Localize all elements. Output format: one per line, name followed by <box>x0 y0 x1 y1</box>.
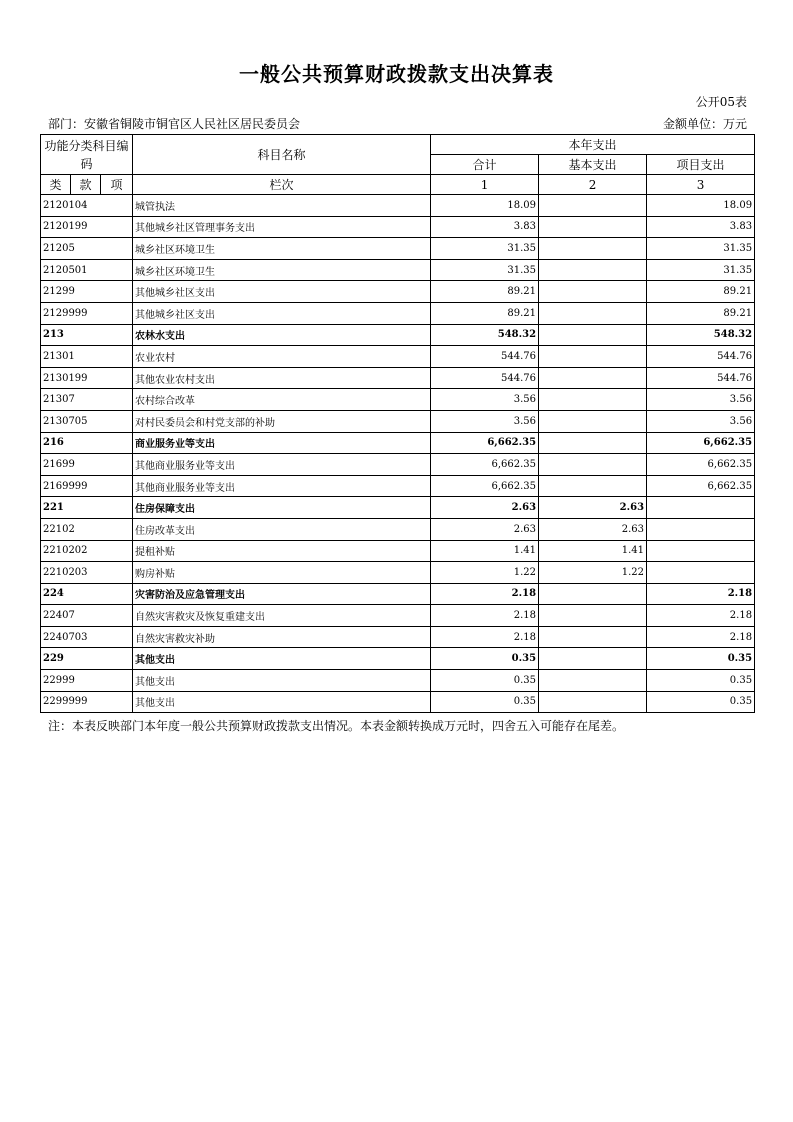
cell-subject-name: 其他城乡社区支出 <box>133 281 431 303</box>
table-row <box>41 346 755 368</box>
cell-total: 6,662.35 <box>431 454 539 476</box>
header-column-no: 栏次 <box>133 175 431 195</box>
cell-project: 6,662.35 <box>647 454 755 476</box>
cell-total: 18.09 <box>431 195 539 217</box>
cell-total: 6,662.35 <box>431 432 539 454</box>
table-row <box>41 540 755 562</box>
header-xiang: 项 <box>101 175 133 195</box>
cell-basic <box>539 281 647 303</box>
cell-project <box>647 562 755 584</box>
cell-basic: 1.41 <box>539 540 647 562</box>
cell-subject-name: 城乡社区环境卫生 <box>133 259 431 281</box>
header-col-3: 3 <box>647 175 755 195</box>
cell-subject-name: 灾害防治及应急管理支出 <box>133 583 431 605</box>
cell-code: 22102 <box>41 518 133 540</box>
department-label: 部门：安徽省铜陵市铜官区人民社区居民委员会 <box>48 117 301 131</box>
cell-basic <box>539 216 647 238</box>
cell-basic <box>539 389 647 411</box>
cell-total: 2.18 <box>431 605 539 627</box>
cell-subject-name: 农村综合改革 <box>133 389 431 411</box>
cell-subject-name: 农业农村 <box>133 346 431 368</box>
cell-subject-name: 商业服务业等支出 <box>133 432 431 454</box>
cell-basic <box>539 605 647 627</box>
cell-code: 221 <box>41 497 133 519</box>
cell-project: 31.35 <box>647 259 755 281</box>
cell-project: 3.56 <box>647 389 755 411</box>
cell-code: 2240703 <box>41 626 133 648</box>
cell-basic <box>539 324 647 346</box>
table-row <box>41 497 755 519</box>
header-col-2: 2 <box>539 175 647 195</box>
table-row <box>41 216 755 238</box>
cell-total: 89.21 <box>431 281 539 303</box>
cell-basic: 1.22 <box>539 562 647 584</box>
cell-project: 18.09 <box>647 195 755 217</box>
cell-basic <box>539 238 647 260</box>
cell-subject-name: 城管执法 <box>133 195 431 217</box>
cell-total: 31.35 <box>431 238 539 260</box>
cell-subject-name: 购房补贴 <box>133 562 431 584</box>
cell-code: 224 <box>41 583 133 605</box>
table-row <box>41 302 755 324</box>
cell-code: 2120104 <box>41 195 133 217</box>
cell-total: 3.83 <box>431 216 539 238</box>
cell-total: 31.35 <box>431 259 539 281</box>
cell-project: 2.18 <box>647 583 755 605</box>
cell-code: 2129999 <box>41 302 133 324</box>
cell-project: 0.35 <box>647 670 755 692</box>
cell-project: 544.76 <box>647 346 755 368</box>
table-row <box>41 475 755 497</box>
table-row <box>41 626 755 648</box>
cell-basic <box>539 691 647 713</box>
cell-basic <box>539 302 647 324</box>
cell-project: 0.35 <box>647 648 755 670</box>
table-row <box>41 324 755 346</box>
table-row <box>41 670 755 692</box>
cell-total: 2.18 <box>431 626 539 648</box>
header-lei: 类 <box>41 175 71 195</box>
cell-total: 544.76 <box>431 367 539 389</box>
cell-basic <box>539 432 647 454</box>
cell-project: 548.32 <box>647 324 755 346</box>
cell-subject-name: 城乡社区环境卫生 <box>133 238 431 260</box>
header-col-1: 1 <box>431 175 539 195</box>
cell-subject-name: 其他支出 <box>133 670 431 692</box>
table-row <box>41 518 755 540</box>
cell-project: 6,662.35 <box>647 432 755 454</box>
cell-project: 3.56 <box>647 410 755 432</box>
cell-project: 89.21 <box>647 302 755 324</box>
cell-total: 2.63 <box>431 497 539 519</box>
expenditure-table <box>40 134 755 713</box>
header-basic: 基本支出 <box>539 155 647 175</box>
table-row <box>41 195 755 217</box>
cell-basic <box>539 626 647 648</box>
cell-total: 1.22 <box>431 562 539 584</box>
cell-basic <box>539 195 647 217</box>
cell-code: 2120501 <box>41 259 133 281</box>
cell-basic <box>539 346 647 368</box>
cell-subject-name: 自然灾害救灾及恢复重建支出 <box>133 605 431 627</box>
cell-code: 216 <box>41 432 133 454</box>
cell-project <box>647 518 755 540</box>
cell-total: 1.41 <box>431 540 539 562</box>
cell-basic <box>539 410 647 432</box>
table-body <box>41 195 755 713</box>
cell-code: 22407 <box>41 605 133 627</box>
cell-code: 229 <box>41 648 133 670</box>
table-row <box>41 389 755 411</box>
amount-unit-label: 金额单位：万元 <box>662 117 747 131</box>
cell-subject-name: 农林水支出 <box>133 324 431 346</box>
cell-total: 2.63 <box>431 518 539 540</box>
table-row <box>41 691 755 713</box>
header-kuan: 款 <box>71 175 101 195</box>
table-row <box>41 410 755 432</box>
page-title: 一般公共预算财政拨款支出决算表 <box>239 62 554 86</box>
table-row <box>41 454 755 476</box>
cell-project: 89.21 <box>647 281 755 303</box>
cell-subject-name: 其他商业服务业等支出 <box>133 475 431 497</box>
cell-basic: 2.63 <box>539 518 647 540</box>
cell-subject-name: 住房改革支出 <box>133 518 431 540</box>
cell-code: 2299999 <box>41 691 133 713</box>
cell-project: 2.18 <box>647 626 755 648</box>
table-row <box>41 432 755 454</box>
cell-total: 6,662.35 <box>431 475 539 497</box>
cell-basic <box>539 259 647 281</box>
cell-code: 2169999 <box>41 475 133 497</box>
cell-code: 22999 <box>41 670 133 692</box>
table-row <box>41 648 755 670</box>
cell-project: 3.83 <box>647 216 755 238</box>
cell-subject-name: 住房保障支出 <box>133 497 431 519</box>
cell-code: 2130705 <box>41 410 133 432</box>
cell-subject-name: 其他城乡社区管理事务支出 <box>133 216 431 238</box>
header-func-code: 功能分类科目编码 <box>41 135 133 175</box>
cell-code: 21307 <box>41 389 133 411</box>
cell-project: 6,662.35 <box>647 475 755 497</box>
table-row <box>41 367 755 389</box>
header-subject-name: 科目名称 <box>133 135 431 175</box>
cell-subject-name: 对村民委员会和村党支部的补助 <box>133 410 431 432</box>
table-header <box>41 135 755 195</box>
cell-project: 2.18 <box>647 605 755 627</box>
cell-basic <box>539 648 647 670</box>
cell-basic <box>539 475 647 497</box>
cell-project <box>647 497 755 519</box>
header-total: 合计 <box>431 155 539 175</box>
form-number: 公开05表 <box>695 95 747 109</box>
footnote: 注：本表反映部门本年度一般公共预算财政拨款支出情况。本表金额转换成万元时，四舍五入可能存在尾差。 <box>48 719 625 733</box>
cell-total: 0.35 <box>431 691 539 713</box>
cell-total: 3.56 <box>431 410 539 432</box>
table-row <box>41 605 755 627</box>
header-project: 项目支出 <box>647 155 755 175</box>
cell-subject-name: 提租补贴 <box>133 540 431 562</box>
cell-basic <box>539 367 647 389</box>
cell-subject-name: 其他支出 <box>133 691 431 713</box>
cell-code: 21299 <box>41 281 133 303</box>
cell-code: 21301 <box>41 346 133 368</box>
cell-total: 0.35 <box>431 670 539 692</box>
table-row <box>41 238 755 260</box>
cell-subject-name: 其他商业服务业等支出 <box>133 454 431 476</box>
cell-total: 2.18 <box>431 583 539 605</box>
cell-basic <box>539 454 647 476</box>
cell-total: 0.35 <box>431 648 539 670</box>
cell-basic: 2.63 <box>539 497 647 519</box>
table-row <box>41 259 755 281</box>
cell-basic <box>539 583 647 605</box>
cell-project: 31.35 <box>647 238 755 260</box>
table-row <box>41 281 755 303</box>
cell-code: 2130199 <box>41 367 133 389</box>
cell-total: 3.56 <box>431 389 539 411</box>
cell-total: 548.32 <box>431 324 539 346</box>
cell-total: 544.76 <box>431 346 539 368</box>
cell-subject-name: 自然灾害救灾补助 <box>133 626 431 648</box>
table-row <box>41 583 755 605</box>
cell-basic <box>539 670 647 692</box>
table-row <box>41 562 755 584</box>
cell-code: 213 <box>41 324 133 346</box>
cell-subject-name: 其他农业农村支出 <box>133 367 431 389</box>
cell-code: 2120199 <box>41 216 133 238</box>
cell-code: 21205 <box>41 238 133 260</box>
cell-project: 0.35 <box>647 691 755 713</box>
cell-code: 2210203 <box>41 562 133 584</box>
cell-code: 21699 <box>41 454 133 476</box>
cell-project <box>647 540 755 562</box>
cell-code: 2210202 <box>41 540 133 562</box>
cell-subject-name: 其他城乡社区支出 <box>133 302 431 324</box>
header-current-year: 本年支出 <box>431 135 755 155</box>
cell-project: 544.76 <box>647 367 755 389</box>
cell-subject-name: 其他支出 <box>133 648 431 670</box>
cell-total: 89.21 <box>431 302 539 324</box>
